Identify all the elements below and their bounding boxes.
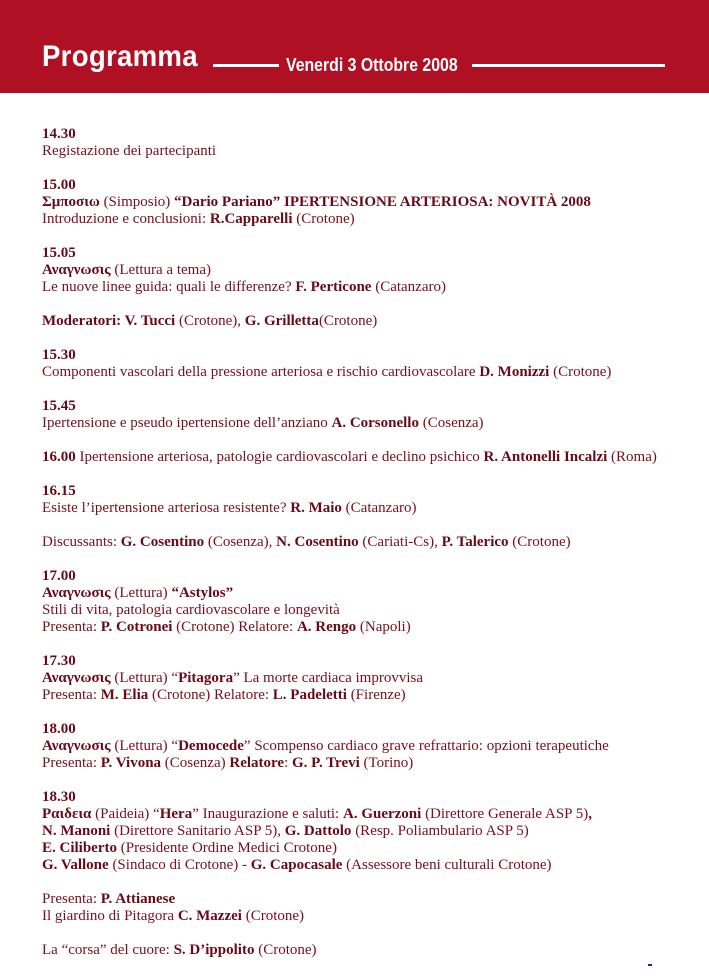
text: (Crotone) Relatore: xyxy=(172,619,297,635)
bold-text: N. Cosentino xyxy=(276,534,359,550)
text: Ipertensione arteriosa, patologie cardiovascolari e declino psichico xyxy=(75,449,484,465)
program-line xyxy=(42,585,682,602)
program-line xyxy=(42,500,682,517)
program-line xyxy=(42,789,682,806)
program-item xyxy=(42,245,682,296)
text: (Cariati-Cs), xyxy=(358,534,442,550)
program-line xyxy=(42,262,682,279)
text: ” Scompenso cardiaco grave refrattario: opzioni terapeutiche xyxy=(243,738,609,754)
text: (Crotone) xyxy=(549,364,612,380)
text: (Cosenza) xyxy=(418,415,484,431)
bold-text: G. Vallone xyxy=(42,857,109,873)
bold-text: S. D’ippolito xyxy=(173,942,255,958)
bold-text: 18.00 xyxy=(42,721,76,737)
text: (Direttore Generale ASP 5) xyxy=(421,806,589,822)
bold-text: N. Manoni xyxy=(42,823,111,839)
text: La “corsa” del cuore: xyxy=(42,942,174,958)
bold-text: 18.30 xyxy=(42,789,76,805)
program-item xyxy=(42,789,682,874)
event-date: Venerdi 3 Ottobre 2008 xyxy=(286,55,458,75)
program-line xyxy=(42,942,682,959)
text: (Crotone) Relatore: xyxy=(148,687,273,703)
text: (Presidente Ordine Medici Crotone) xyxy=(117,840,337,856)
bold-text: 15.05 xyxy=(42,245,76,261)
bold-text: 15.30 xyxy=(42,347,76,363)
bold-text: G. P. Trevi xyxy=(291,755,360,771)
text: (Torino) xyxy=(359,755,414,771)
text: Presenta: xyxy=(42,755,101,771)
bold-text: R. Antonelli Incalzi xyxy=(483,449,608,465)
text: Stili di vita, patologia cardiovascolare e longevità xyxy=(42,602,340,618)
program-line xyxy=(42,840,682,857)
program-line xyxy=(42,211,682,228)
text: Discussants: xyxy=(42,534,121,550)
bold-text: Ραιδεια xyxy=(42,806,92,822)
bold-text: G. Grilletta xyxy=(244,313,319,329)
program-line xyxy=(42,143,682,160)
text: (Sindaco di Crotone) - xyxy=(108,857,251,873)
text: (Resp. Poliambulario ASP 5) xyxy=(351,823,529,839)
text: ” Inaugurazione e saluti: xyxy=(192,806,343,822)
text: Le nuove linee guida: quali le differenze? xyxy=(42,279,296,295)
bold-text: “Astylos” xyxy=(171,585,234,601)
date-divider-line xyxy=(472,64,665,67)
program-line xyxy=(42,415,682,432)
text: Presenta: xyxy=(42,687,101,703)
bold-text: 16.00 xyxy=(42,449,76,465)
text: (Napoli) xyxy=(356,619,411,635)
program-item xyxy=(42,568,682,636)
program-item xyxy=(42,313,682,330)
text: (Lettura) “ xyxy=(110,738,179,754)
text: (Crotone) xyxy=(241,908,305,924)
bold-text: P. Cotronei xyxy=(100,619,173,635)
program-list xyxy=(42,126,682,976)
program-item xyxy=(42,891,682,925)
text: ” La morte cardiaca improvvisa xyxy=(233,670,423,686)
bold-text: D. Monizzi xyxy=(479,364,550,380)
text: Esiste l’ipertensione arteriosa resistente? xyxy=(42,500,291,516)
text: : xyxy=(284,755,292,771)
bold-text: R.Capparelli xyxy=(209,211,293,227)
program-line xyxy=(42,279,682,296)
program-item xyxy=(42,398,682,432)
text: (Lettura a tema) xyxy=(110,262,211,278)
bold-text: M. Elia xyxy=(100,687,149,703)
text: (Direttore Sanitario ASP 5), xyxy=(110,823,285,839)
text: (Crotone) xyxy=(292,211,355,227)
program-item xyxy=(42,721,682,772)
text: (Lettura) “ xyxy=(110,670,179,686)
bold-text: P. Vivona xyxy=(100,755,162,771)
program-line xyxy=(42,823,682,840)
program-line xyxy=(42,177,682,194)
text: Il giardino di Pitagora xyxy=(42,908,178,924)
bold-text: G. Capocasale xyxy=(250,857,343,873)
program-item xyxy=(42,449,682,466)
bold-text: Αναγνωσις xyxy=(42,738,111,754)
program-line xyxy=(42,619,682,636)
text: (Crotone), xyxy=(175,313,245,329)
text: (Paideia) “ xyxy=(91,806,160,822)
page-title: Programma xyxy=(42,40,198,73)
bold-text: Pitagora xyxy=(178,670,234,686)
program-line xyxy=(42,602,682,619)
bold-text: A. Rengo xyxy=(296,619,357,635)
text: (Crotone) xyxy=(318,313,378,329)
program-line xyxy=(42,806,682,823)
text: (Simposio) xyxy=(99,194,174,210)
bold-text: Democede xyxy=(178,738,244,754)
bold-text: P. Attianese xyxy=(100,891,176,907)
bold-text: L. Padeletti xyxy=(272,687,347,703)
bold-text: Αναγνωσις xyxy=(42,262,111,278)
program-line xyxy=(42,687,682,704)
bold-text: R. Maio xyxy=(290,500,342,516)
bold-text: 14.30 xyxy=(42,126,76,142)
program-line xyxy=(42,449,682,466)
bold-text: A. Corsonello xyxy=(331,415,419,431)
bold-text: A. Guerzoni xyxy=(342,806,422,822)
program-item xyxy=(42,126,682,160)
program-line xyxy=(42,908,682,925)
bold-text: G. Cosentino xyxy=(120,534,205,550)
bold-text: Moderatori: V. Tucci xyxy=(42,313,176,329)
bold-text: “Dario Pariano” IPERTENSIONE ARTERIOSA: NOVITÀ 2008 xyxy=(174,194,591,210)
text: Componenti vascolari della pressione arteriosa e rischio cardiovascolare xyxy=(42,364,480,380)
text: (Crotone) xyxy=(254,942,317,958)
program-item xyxy=(42,653,682,704)
program-line xyxy=(42,857,682,874)
bold-text: 15.45 xyxy=(42,398,76,414)
bold-text: G. Dattolo xyxy=(284,823,352,839)
program-line xyxy=(42,568,682,585)
text: Ipertensione e pseudo ipertensione dell’anziano xyxy=(42,415,332,431)
text: Presenta: xyxy=(42,891,101,907)
program-line xyxy=(42,891,682,908)
text: (Cosenza), xyxy=(204,534,277,550)
program-item xyxy=(42,347,682,381)
bold-text: C. Mazzei xyxy=(177,908,242,924)
text: (Cosenza) xyxy=(161,755,230,771)
bold-text: 15.00 xyxy=(42,177,76,193)
bold-text: E. Ciliberto xyxy=(42,840,117,856)
program-line xyxy=(42,194,682,211)
program-line xyxy=(42,347,682,364)
program-line xyxy=(42,313,682,330)
bold-text: Αναγνωσις xyxy=(42,670,111,686)
program-item xyxy=(42,177,682,228)
program-line xyxy=(42,126,682,143)
program-item xyxy=(42,483,682,517)
bold-text: 17.30 xyxy=(42,653,76,669)
program-line xyxy=(42,653,682,670)
bold-text: Hera xyxy=(159,806,193,822)
bold-text: , xyxy=(588,806,592,822)
program-line xyxy=(42,721,682,738)
bold-text: 16.15 xyxy=(42,483,76,499)
program-line xyxy=(42,245,682,262)
bold-text: F. Perticone xyxy=(295,279,372,295)
text: (Catanzaro) xyxy=(371,279,446,295)
bold-text: Αναγνωσις xyxy=(42,585,111,601)
program-line xyxy=(42,738,682,755)
bold-text: Relatore xyxy=(229,755,285,771)
text: (Assessore beni culturali Crotone) xyxy=(342,857,552,873)
program-line xyxy=(42,483,682,500)
header-banner xyxy=(0,0,709,93)
program-item xyxy=(42,534,682,551)
text: Presenta: xyxy=(42,619,101,635)
program-line xyxy=(42,670,682,687)
program-item xyxy=(42,942,682,959)
text: Registazione dei partecipanti xyxy=(42,143,217,159)
program-line xyxy=(42,755,682,772)
text: (Lettura) xyxy=(110,585,172,601)
text: (Crotone) xyxy=(508,534,571,550)
program-line xyxy=(42,364,682,381)
text: (Catanzaro) xyxy=(341,500,417,516)
bold-text: P. Talerico xyxy=(441,534,509,550)
bold-text: 17.00 xyxy=(42,568,76,584)
text: (Firenze) xyxy=(346,687,406,703)
text: Introduzione e conclusioni: xyxy=(42,211,210,227)
program-line xyxy=(42,534,682,551)
page-corner-mark xyxy=(648,964,652,966)
bold-text: Σμποσιω xyxy=(42,194,100,210)
program-line xyxy=(42,398,682,415)
text: (Roma) xyxy=(607,449,657,465)
title-divider-line xyxy=(213,64,279,67)
